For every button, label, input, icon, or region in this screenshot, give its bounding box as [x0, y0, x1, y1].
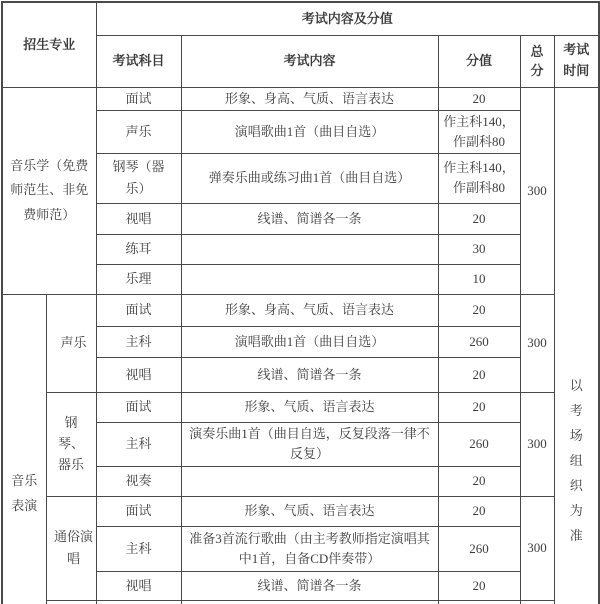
- subject-cell: 练耳: [96, 234, 181, 264]
- total-cell: 300: [520, 294, 554, 392]
- header-score: 分值: [438, 35, 520, 87]
- score-cell: 20: [438, 294, 520, 326]
- subject-cell: [96, 600, 181, 604]
- subject-cell: 钢琴（器乐）: [96, 153, 181, 203]
- score-cell: 260: [438, 326, 520, 357]
- score-cell: 作主科140，作副科80: [438, 110, 520, 153]
- total-cell: [520, 600, 554, 604]
- score-cell: 20: [438, 87, 520, 110]
- score-cell: 30: [438, 234, 520, 264]
- table-row: [2, 600, 599, 604]
- content-cell: 线谱、简谱各一条: [181, 571, 438, 600]
- content-cell: 演唱歌曲1首（曲目自选）: [181, 110, 438, 153]
- subject-cell: 视唱: [96, 571, 181, 600]
- subject-cell: 视奏: [96, 466, 181, 496]
- table-row: [2, 496, 599, 526]
- subsection-cell: [46, 600, 96, 604]
- subsection-cell-pop-singing: 通俗演唱: [46, 496, 96, 600]
- content-cell: 线谱、简谱各一条: [181, 357, 438, 392]
- header-total: 总分: [520, 35, 554, 87]
- table-row: [2, 392, 599, 422]
- content-cell: [181, 264, 438, 294]
- content-cell: 形象、身高、气质、语言表达: [181, 87, 438, 110]
- subject-cell: 主科: [96, 526, 181, 571]
- content-cell: 形象、气质、语言表达: [181, 392, 438, 422]
- major-cell-music-performance: 音乐表演: [2, 294, 46, 604]
- exam-score-table: [1, 1, 600, 604]
- subject-cell: 视唱: [96, 203, 181, 234]
- score-cell: 20: [438, 357, 520, 392]
- subject-cell: 乐理: [96, 264, 181, 294]
- content-cell: 线谱、简谱各一条: [181, 203, 438, 234]
- header-content-and-score: 考试内容及分值: [96, 2, 599, 35]
- subject-cell: 视唱: [96, 357, 181, 392]
- score-cell: 作主科140，作副科80: [438, 153, 520, 203]
- subject-cell: 面试: [96, 392, 181, 422]
- time-cell: 以考场组织为准: [554, 87, 599, 604]
- score-cell: 20: [438, 392, 520, 422]
- content-cell: 形象、气质、语言表达: [181, 496, 438, 526]
- header-time: 考试时间: [554, 35, 599, 87]
- content-cell: 准备3首流行歌曲（由主考教师指定演唱其中1首，自备CD伴奏带）: [181, 526, 438, 571]
- total-cell: 300: [520, 496, 554, 600]
- content-cell: 弹奏乐曲或练习曲1首（曲目自选）: [181, 153, 438, 203]
- header-content: 考试内容: [181, 35, 438, 87]
- score-cell: 20: [438, 496, 520, 526]
- subject-cell: 主科: [96, 422, 181, 466]
- subject-cell: 面试: [96, 87, 181, 110]
- score-cell: 260: [438, 422, 520, 466]
- content-cell: 形象、身高、气质、语言表达: [181, 294, 438, 326]
- header-subject: 考试科目: [96, 35, 181, 87]
- header-major: 招生专业: [2, 2, 96, 87]
- content-cell: [181, 234, 438, 264]
- total-cell: 300: [520, 392, 554, 496]
- score-cell: 20: [438, 203, 520, 234]
- score-cell: [438, 600, 520, 604]
- major-cell-musicology: 音乐学（免费师范生、非免费师范）: [2, 87, 96, 294]
- content-cell: [181, 600, 438, 604]
- content-cell: 演奏乐曲1首（曲目自选，反复段落一律不反复）: [181, 422, 438, 466]
- table-row: [2, 87, 599, 110]
- score-cell: 20: [438, 571, 520, 600]
- score-cell: 260: [438, 526, 520, 571]
- subject-cell: 面试: [96, 496, 181, 526]
- subject-cell: 声乐: [96, 110, 181, 153]
- total-cell: 300: [520, 87, 554, 294]
- subject-cell: 面试: [96, 294, 181, 326]
- score-cell: 20: [438, 466, 520, 496]
- score-cell: 10: [438, 264, 520, 294]
- subsection-cell-piano-instrumental: 钢琴、器乐: [46, 392, 96, 496]
- subsection-cell-vocal: 声乐: [46, 294, 96, 392]
- table-row: [2, 294, 599, 326]
- table-row: [2, 2, 599, 35]
- content-cell: [181, 466, 438, 496]
- content-cell: 演唱歌曲1首（曲目自选）: [181, 326, 438, 357]
- subject-cell: 主科: [96, 326, 181, 357]
